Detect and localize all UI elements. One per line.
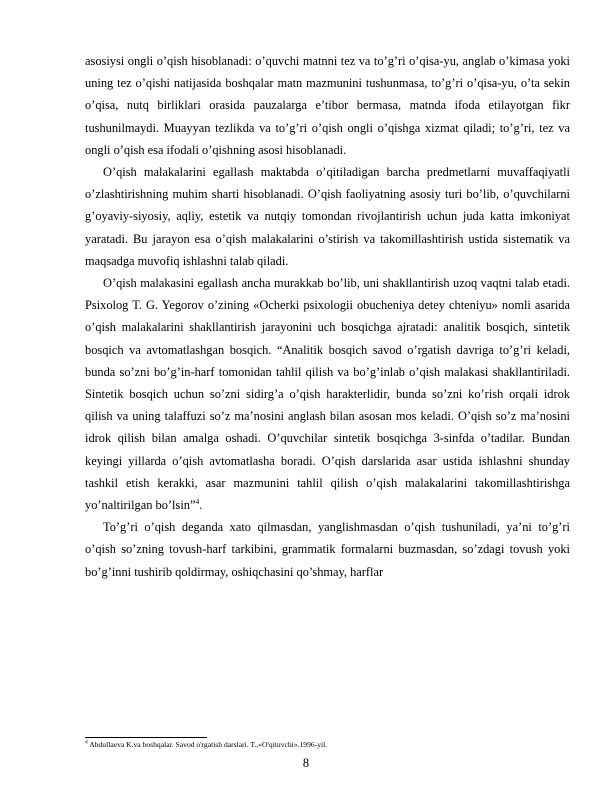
page-number: 8 [302,756,310,770]
body-text [85,50,570,583]
paragraph-3-text: O’qish malakasini egallash ancha murakkab bo’lib, uni shakllantirish uzoq vaqtni talab etadi. Psixolog T. G. Yegorov o’zining «Ocherki psixologii obucheniya detey chteniyu» nomli asarida o’qish malakalarini shakllantirish jarayonini uch bosqichga ajratadi: analitik bosqich, sintetik bosqich va avtomatlashgan bosqich. “Analitik bosqich savod o’rgatish davriga to’g’ri keladi, bunda so’zni bo’g’in-harf tomonidan tahlil qilish va bo’g’inlab o’qish malakasi shakllantiriladi. Sintetik bosqich uchun so’zni sidirg’a o’qish harakterlidir, bunda so’zni ko’rish orqali idrok qilish va uning talaffuzi so’z ma’nosini anglash bilan asosan mos keladi. O’qish so’z ma’nosini idrok qilish bilan amalga oshadi. O’quvchilar sintetik bosqichga 3-sinfda o’tadilar. Bundan keyingi yillarda o’qish avtomatlasha boradi. O’qish darslarida asar ustida ishlashni shunday tashkil etish kerakki, asar mazmunini tahlil qilish o’qish malakalarini takomillashtirishga yo’naltirilgan bo’lsin” [85,276,570,513]
footnote [85,740,570,750]
footnote-separator [85,737,207,738]
footnote-number: 4 [85,739,88,746]
paragraph-2: O’qish malakalarini egallash maktabda o’qitiladigan barcha predmetlarni muvaffaqiyatli o’zlashtirishning muhim sharti hisoblanadi. O’qish faoliyatning asosiy turi bo’lib, o’quvchilarni g’oyaviy-siyosiy, aqliy, estetik va nutqiy tomondan rivojlantirish uchun juda katta imkoniyat yaratadi. Bu jarayon esa o’qish malakalarini o’stirish va takomillashtirish ustida sistematik va maqsadga muvofiq ishlashni talab qiladi. [85,165,570,268]
paragraph-4: To’g’ri o’qish deganda xato qilmasdan, yanglishmasdan o’qish tushuniladi, ya’ni to’g’ri o’qish so’zning tovush-harf tarkibini, grammatik formalarni buzmasdan, so’zdagi tovush yoki bo’g’inni tushirib qoldirmay, oshiqchasini qo’shmay, harflar [85,520,570,579]
footnote-text: Abdullaeva K.va boshqalar. Savod o'rgatish darslari. T.,«O'qituvchi».1996-yil. [87,740,328,749]
footnote-reference: 4 [195,496,200,506]
paragraph-3-end: . [199,498,203,513]
paragraph-1: asosiysi ongli o’qish hisoblanadi: o’quvchi matnni tez va to’g’ri o’qisa-yu, anglab o’kimasa yoki uning tez o’qishi natijasida boshqalar matn mazmunini tushunmasa, to’g’ri o’qisa-yu, o’ta sekin o’qisa, nutq birliklari orasida pauzalarga e’tibor bermasa, matnda ifoda etilayotgan fikr tushunilmaydi. Muayyan tezlikda va to’g’ri o’qish ongli o’qishga xizmat qiladi; to’g’ri, tez va ongli o’qish esa ifodali o’qishning asosi hisoblanadi. [85,54,570,157]
paragraph-3 [85,272,570,516]
